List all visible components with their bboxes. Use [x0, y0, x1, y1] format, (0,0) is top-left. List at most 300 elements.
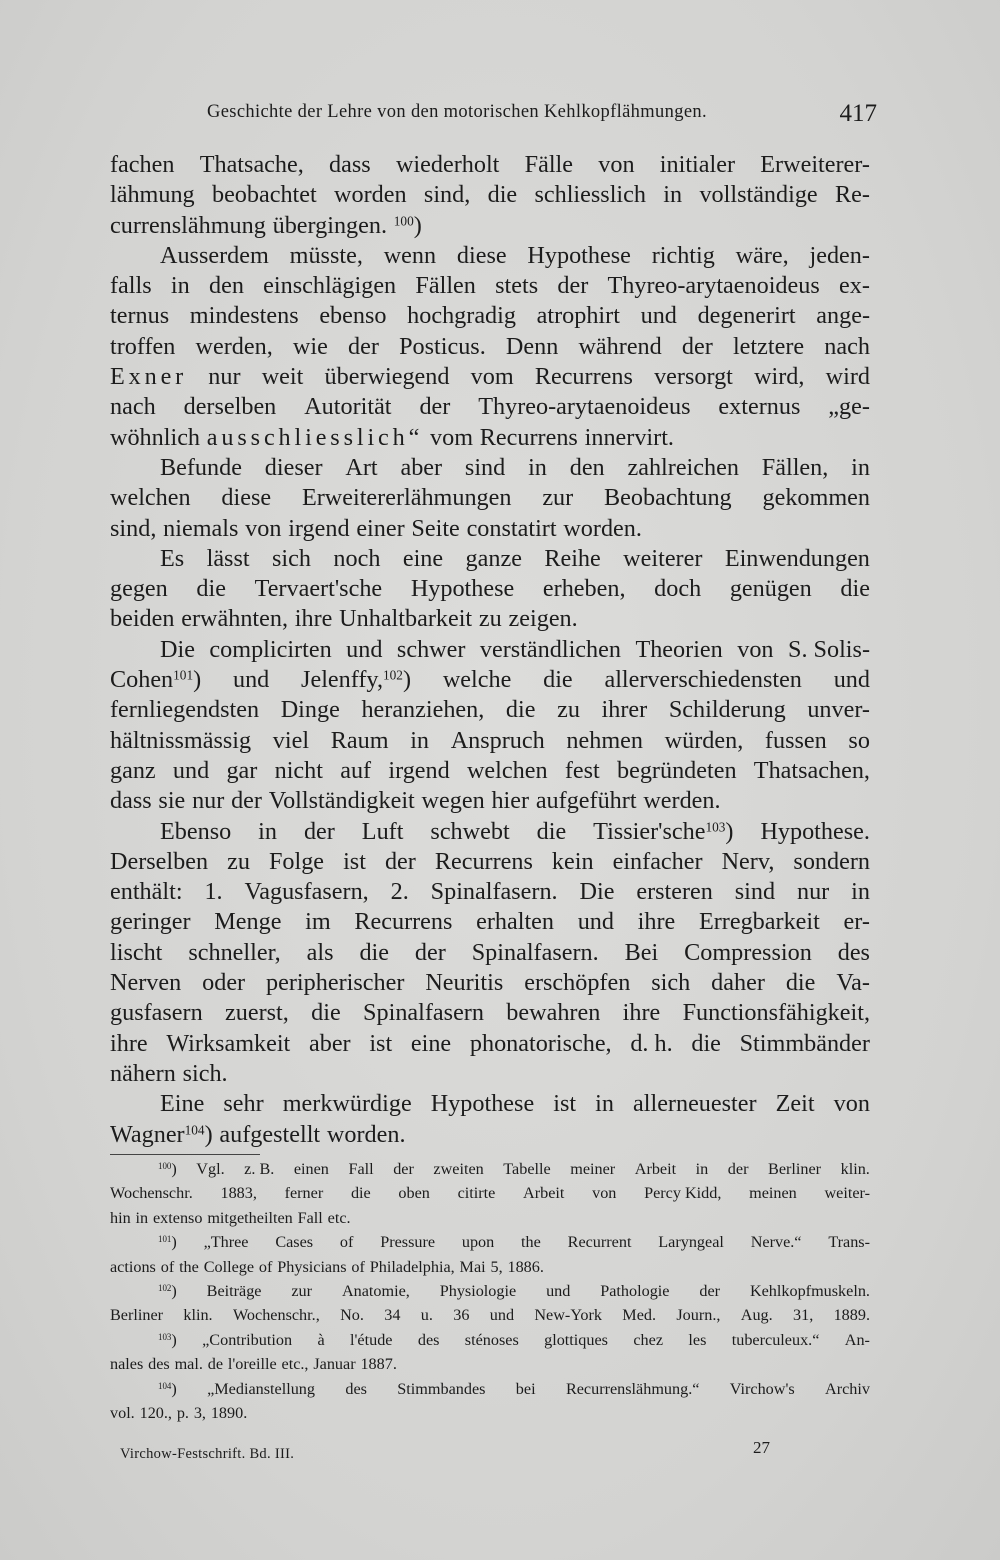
word: heranziehen,: [361, 696, 485, 724]
word: Arbeit: [523, 1184, 565, 1203]
word: Aug.: [740, 1306, 773, 1325]
word: Erregbarkeit: [698, 908, 820, 936]
footnotes: [110, 1157, 870, 1425]
footnote-line: [110, 1328, 870, 1352]
word: Wagner$^{104}$): [110, 1120, 213, 1148]
word: glottiques: [544, 1330, 608, 1349]
word: Neuritis: [425, 969, 504, 997]
word: Beobachtung: [604, 484, 732, 512]
word: Seite: [411, 514, 460, 542]
page-number: 417: [839, 100, 877, 127]
word: der: [681, 332, 713, 360]
word: gusfasern: [110, 999, 203, 1027]
word: Nerve.“: [750, 1233, 802, 1252]
text-line: [110, 604, 870, 634]
word: Schilderung: [668, 696, 786, 724]
word: wird: [825, 363, 870, 391]
word: die: [536, 817, 567, 845]
text-line: [110, 211, 870, 241]
text-line: [110, 150, 870, 180]
word: der: [303, 817, 335, 845]
word: nur: [208, 363, 241, 391]
footnote-line: [110, 1377, 870, 1401]
word: der: [393, 1160, 414, 1178]
word: viel: [272, 726, 310, 754]
footnote-line: [110, 1303, 870, 1327]
word: the: [179, 1257, 199, 1276]
word: die: [543, 666, 573, 694]
word: currenslähmung: [110, 211, 266, 239]
word: Thatsache,: [199, 151, 304, 178]
word: Recurrenslähmung.“: [565, 1379, 700, 1398]
word: ganze: [465, 544, 522, 572]
text-line: [110, 847, 870, 877]
word: p.: [176, 1403, 189, 1422]
word: Hypothese: [430, 1090, 535, 1118]
word: von: [592, 1184, 617, 1203]
word: Hypothese: [527, 241, 631, 269]
word: während: [578, 332, 662, 360]
word: Exner: [110, 363, 188, 391]
word: 1890.: [210, 1403, 248, 1422]
word: Trans-: [828, 1233, 870, 1252]
word: Wochenschr.: [110, 1184, 193, 1203]
word: Mai: [459, 1257, 486, 1276]
text-line: [110, 392, 870, 422]
word: 31,: [793, 1306, 814, 1325]
word: worden: [334, 181, 407, 209]
word: aufgestellt: [219, 1120, 321, 1148]
word: Nerv,: [721, 847, 775, 875]
word: extenso: [153, 1208, 203, 1227]
word: Functionsfähigkeit,: [682, 999, 870, 1027]
word: würden,: [664, 726, 744, 754]
text-line: [110, 483, 870, 513]
word: hältnissmässig: [110, 726, 252, 754]
word: Fällen: [415, 272, 476, 300]
word: chez: [633, 1330, 664, 1349]
word: klin.: [840, 1160, 870, 1178]
word: welchen: [110, 484, 191, 512]
word: wie: [292, 332, 328, 360]
word: Reihe: [544, 544, 601, 572]
word: in: [135, 1208, 149, 1227]
word: 5,: [490, 1257, 503, 1276]
text-line: [110, 968, 870, 998]
word: Thyreo-arytaenoideus: [607, 272, 820, 300]
word: 1886.: [507, 1257, 544, 1276]
word: d. h.: [630, 1029, 673, 1057]
word: sind,: [423, 181, 471, 209]
word: Pressure: [380, 1233, 436, 1252]
word: worden.: [563, 514, 642, 542]
word: Hypothese: [410, 575, 515, 603]
word: in: [410, 726, 430, 754]
word: erheben,: [542, 575, 626, 603]
text-line: [110, 241, 870, 271]
word: ebenso: [319, 302, 387, 330]
word: welchen: [466, 756, 548, 784]
word: of: [339, 1233, 354, 1252]
word: Arbeit: [634, 1160, 677, 1178]
word: wäre,: [735, 241, 789, 269]
word: Anspruch: [450, 726, 545, 754]
text-line: [110, 514, 870, 544]
word: etc.: [327, 1208, 351, 1227]
word: sie: [158, 787, 186, 815]
word: Luft: [361, 817, 404, 845]
word: New-York: [534, 1306, 602, 1325]
word: lischt: [110, 938, 163, 966]
word: Einwendungen: [724, 544, 870, 572]
word: hin: [110, 1208, 131, 1227]
word: einen: [293, 1160, 329, 1178]
word: vom: [470, 363, 514, 391]
word: ist: [343, 847, 366, 875]
word: Wochenschr.,: [232, 1306, 320, 1325]
word: bei: [515, 1379, 536, 1398]
word: in: [595, 1090, 614, 1118]
word: Dinge: [280, 696, 340, 724]
word: tuberculeux.“: [731, 1330, 820, 1349]
word: beobachtet: [211, 181, 317, 209]
word: hier: [491, 787, 530, 815]
word: die: [840, 575, 870, 603]
text-line: [110, 998, 870, 1028]
word: les: [688, 1330, 707, 1349]
text-line: [110, 665, 870, 695]
word: beiden: [110, 605, 175, 633]
word: peripherischer: [266, 969, 405, 997]
word: nähern: [110, 1059, 176, 1087]
text-line: [110, 423, 870, 453]
footnote-line: [110, 1157, 870, 1181]
word: No.: [340, 1306, 364, 1325]
word: Percy Kidd,: [644, 1184, 722, 1203]
word: degenerirt: [697, 302, 796, 330]
word: schwer: [396, 635, 466, 663]
word: gar: [226, 756, 258, 784]
word: initialer: [659, 151, 736, 178]
word: kein: [551, 847, 594, 875]
text-line: [110, 301, 870, 331]
word: ihre: [637, 908, 676, 936]
text-line: [110, 1059, 870, 1089]
word: nach: [824, 332, 870, 360]
word: aber: [400, 453, 443, 481]
word: 1.: [204, 878, 223, 906]
word: Berliner: [110, 1306, 164, 1325]
word: schneller,: [188, 938, 281, 966]
word: die: [785, 969, 816, 997]
word: ihre: [294, 605, 333, 633]
word: den: [208, 272, 244, 300]
word: verständlichen: [479, 635, 621, 663]
footnote-line: [110, 1181, 870, 1205]
word: sind: [464, 453, 506, 481]
word: der: [414, 938, 446, 966]
word: College: [203, 1257, 255, 1276]
word: übergingen.: [272, 211, 388, 239]
word: Va-: [836, 969, 870, 997]
word: $^{103}$): [158, 1330, 177, 1349]
word: bewahren: [506, 999, 601, 1027]
word: Es: [160, 544, 185, 572]
word: geringer: [110, 908, 191, 936]
word: weiterer: [623, 544, 703, 572]
word: von: [245, 514, 282, 542]
word: Recurrens: [354, 908, 453, 936]
word: zur: [542, 484, 574, 512]
word: mal.: [174, 1355, 203, 1374]
word: eine: [410, 1029, 452, 1057]
word: ihre: [622, 999, 661, 1027]
word: „ge-: [828, 393, 870, 421]
word: die: [691, 1029, 721, 1057]
word: irgend: [288, 514, 350, 542]
word: l'oreille: [227, 1355, 277, 1374]
word: the: [521, 1233, 541, 1252]
word: fachen: [110, 151, 175, 178]
word: daher: [711, 969, 765, 997]
word: des: [148, 1355, 170, 1374]
word: in: [851, 878, 870, 906]
word: ex-: [839, 272, 870, 300]
word: des: [345, 1379, 367, 1398]
word: constatirt: [466, 514, 557, 542]
word: ganz: [110, 756, 156, 784]
word: so: [848, 726, 870, 754]
word: ist: [553, 1090, 577, 1118]
text-line: [110, 271, 870, 301]
word: Tissier'sche$^{103}$): [593, 817, 734, 845]
word: des: [837, 938, 870, 966]
word: müsste,: [289, 241, 363, 269]
word: wird,: [754, 363, 805, 391]
footnote-separator: [110, 1154, 260, 1155]
word: und: [346, 635, 383, 663]
word: Spinalfasern.: [471, 938, 599, 966]
word: unver-: [807, 696, 870, 724]
word: den: [569, 453, 605, 481]
text-line: [110, 574, 870, 604]
word: de: [207, 1355, 224, 1374]
word: und: [172, 756, 210, 784]
word: Anatomie,: [341, 1281, 410, 1300]
word: sich.: [182, 1059, 228, 1087]
word: Recurrens: [434, 847, 533, 875]
word: ternus: [110, 302, 170, 330]
word: Recurrens: [479, 423, 578, 451]
word: zu: [478, 605, 502, 633]
word: der: [699, 1281, 721, 1300]
word: und: [640, 302, 677, 330]
word: und: [577, 908, 614, 936]
word: in: [851, 453, 870, 481]
word: of: [258, 1257, 273, 1276]
word: of: [160, 1257, 175, 1276]
word: Unhaltbarkeit: [339, 605, 473, 633]
word: wiederholt: [395, 151, 500, 178]
text-line: [110, 1089, 870, 1119]
word: zu: [227, 847, 250, 875]
word: u.: [420, 1306, 433, 1325]
word: niemals: [163, 514, 239, 542]
word: Archiv: [825, 1379, 870, 1398]
word: upon: [461, 1233, 495, 1252]
word: erschöpfen: [524, 969, 631, 997]
word: Erweiterer-: [760, 151, 870, 178]
running-title: Geschichte der Lehre von den motorischen Kehlkopflähmungen.: [207, 102, 707, 122]
word: 2.: [390, 878, 409, 906]
word: klin.: [183, 1306, 213, 1325]
footnote-line: [110, 1255, 870, 1279]
word: Zeit: [775, 1090, 815, 1118]
word: Folge: [268, 847, 325, 875]
word: allerverschiedensten: [604, 666, 802, 694]
word: von: [833, 1090, 870, 1118]
word: Spinalfasern.: [430, 878, 558, 906]
word: Beiträge: [206, 1281, 262, 1300]
word: Cohen$^{101}$): [110, 666, 202, 694]
word: nicht: [274, 756, 323, 784]
word: allerneuester: [633, 1090, 757, 1118]
word: Vagusfasern,: [244, 878, 369, 906]
word: gekommen: [762, 484, 870, 512]
word: doch: [654, 575, 702, 603]
word: sehr: [223, 1090, 264, 1118]
word: 120.,: [139, 1403, 172, 1422]
word: 3,: [193, 1403, 206, 1422]
word: Bei: [624, 938, 659, 966]
word: dieser: [264, 453, 323, 481]
word: Physiologie: [439, 1281, 517, 1300]
word: wenn: [383, 241, 437, 269]
text-line: [110, 1029, 870, 1059]
word: lässt: [206, 544, 250, 572]
word: fernliegendsten: [110, 696, 260, 724]
word: vollständige: [699, 181, 818, 209]
word: fussen: [764, 726, 827, 754]
text-line: [110, 695, 870, 725]
word: Thatsachen,: [753, 756, 870, 784]
word: innervirt.: [584, 423, 674, 451]
body-text: [110, 150, 870, 1150]
word: atrophirt: [536, 302, 620, 330]
word: erhalten: [476, 908, 555, 936]
word: weiter-: [824, 1184, 870, 1203]
word: genügen: [729, 575, 812, 603]
word: werden.: [643, 787, 721, 815]
word: begründeten: [617, 756, 737, 784]
word: der: [231, 787, 262, 815]
word: Vgl.: [196, 1160, 225, 1178]
word: Die: [160, 635, 195, 663]
word: falls: [110, 272, 152, 300]
footnote-line: [110, 1206, 870, 1230]
word: zu: [557, 696, 580, 724]
word: die: [196, 575, 226, 603]
word: Vollständigkeit: [268, 787, 415, 815]
word: Menge: [214, 908, 282, 936]
word: in: [528, 453, 547, 481]
word: Hypothese.: [760, 817, 870, 845]
word: „Contribution: [202, 1330, 293, 1349]
word: complicirten: [209, 635, 332, 663]
word: sténoses: [464, 1330, 519, 1349]
word: überwiegend: [324, 363, 450, 391]
word: weit: [261, 363, 304, 391]
word: Ebenso: [160, 817, 232, 845]
word: Raum: [330, 726, 389, 754]
word: vom: [430, 423, 474, 451]
word: ersteren: [636, 878, 713, 906]
word: nur: [796, 878, 830, 906]
word: Recurrens: [534, 363, 633, 391]
word: fest: [564, 756, 600, 784]
word: of: [351, 1257, 365, 1276]
word: dass: [110, 787, 152, 815]
word: gegen: [110, 575, 168, 603]
word: Thyreo-arytaenoideus: [478, 393, 691, 421]
word: der: [419, 393, 451, 421]
word: nales: [110, 1355, 144, 1374]
word: wöhnlich: [110, 423, 201, 451]
word: phonatorische,: [469, 1029, 612, 1057]
word: der: [348, 332, 379, 360]
word: der: [727, 1160, 749, 1178]
word: die: [350, 1184, 371, 1203]
word: worden.: [326, 1120, 406, 1148]
word: und: [546, 1281, 571, 1300]
word: erwähnten,: [181, 605, 289, 633]
word: Tervaert'sche: [254, 575, 383, 603]
word: $^{100}$): [158, 1160, 177, 1178]
word: er-: [843, 908, 870, 936]
text-line: [110, 453, 870, 483]
word: letztere: [732, 332, 805, 360]
word: l'étude: [350, 1330, 393, 1349]
word: Laryngeal: [658, 1233, 724, 1252]
word: oder: [202, 969, 246, 997]
running-head: [207, 100, 877, 134]
word: An-: [844, 1330, 870, 1349]
word: zahlreichen: [627, 453, 739, 481]
footnote-line: [110, 1279, 870, 1303]
word: in: [258, 817, 277, 845]
word: 34: [384, 1306, 401, 1325]
word: Kehlkopfmuskeln.: [749, 1281, 870, 1300]
word: als: [306, 938, 334, 966]
word: in: [663, 181, 683, 209]
word: Die: [579, 878, 615, 906]
word: ausschliesslich“: [206, 423, 424, 451]
word: noch: [333, 544, 381, 572]
word: Derselben: [110, 847, 209, 875]
word: Fälle: [524, 151, 574, 178]
word: von: [598, 151, 635, 178]
word: schwebt: [430, 817, 510, 845]
text-line: [110, 635, 870, 665]
word: z. B.: [244, 1160, 275, 1178]
word: merkwürdige: [282, 1090, 412, 1118]
word: mindestens: [189, 302, 299, 330]
word: wegen: [421, 787, 485, 815]
word: diese: [456, 241, 507, 269]
word: $^{104}$): [158, 1379, 177, 1398]
footnote-line: [110, 1230, 870, 1254]
word: Denn: [505, 332, 559, 360]
